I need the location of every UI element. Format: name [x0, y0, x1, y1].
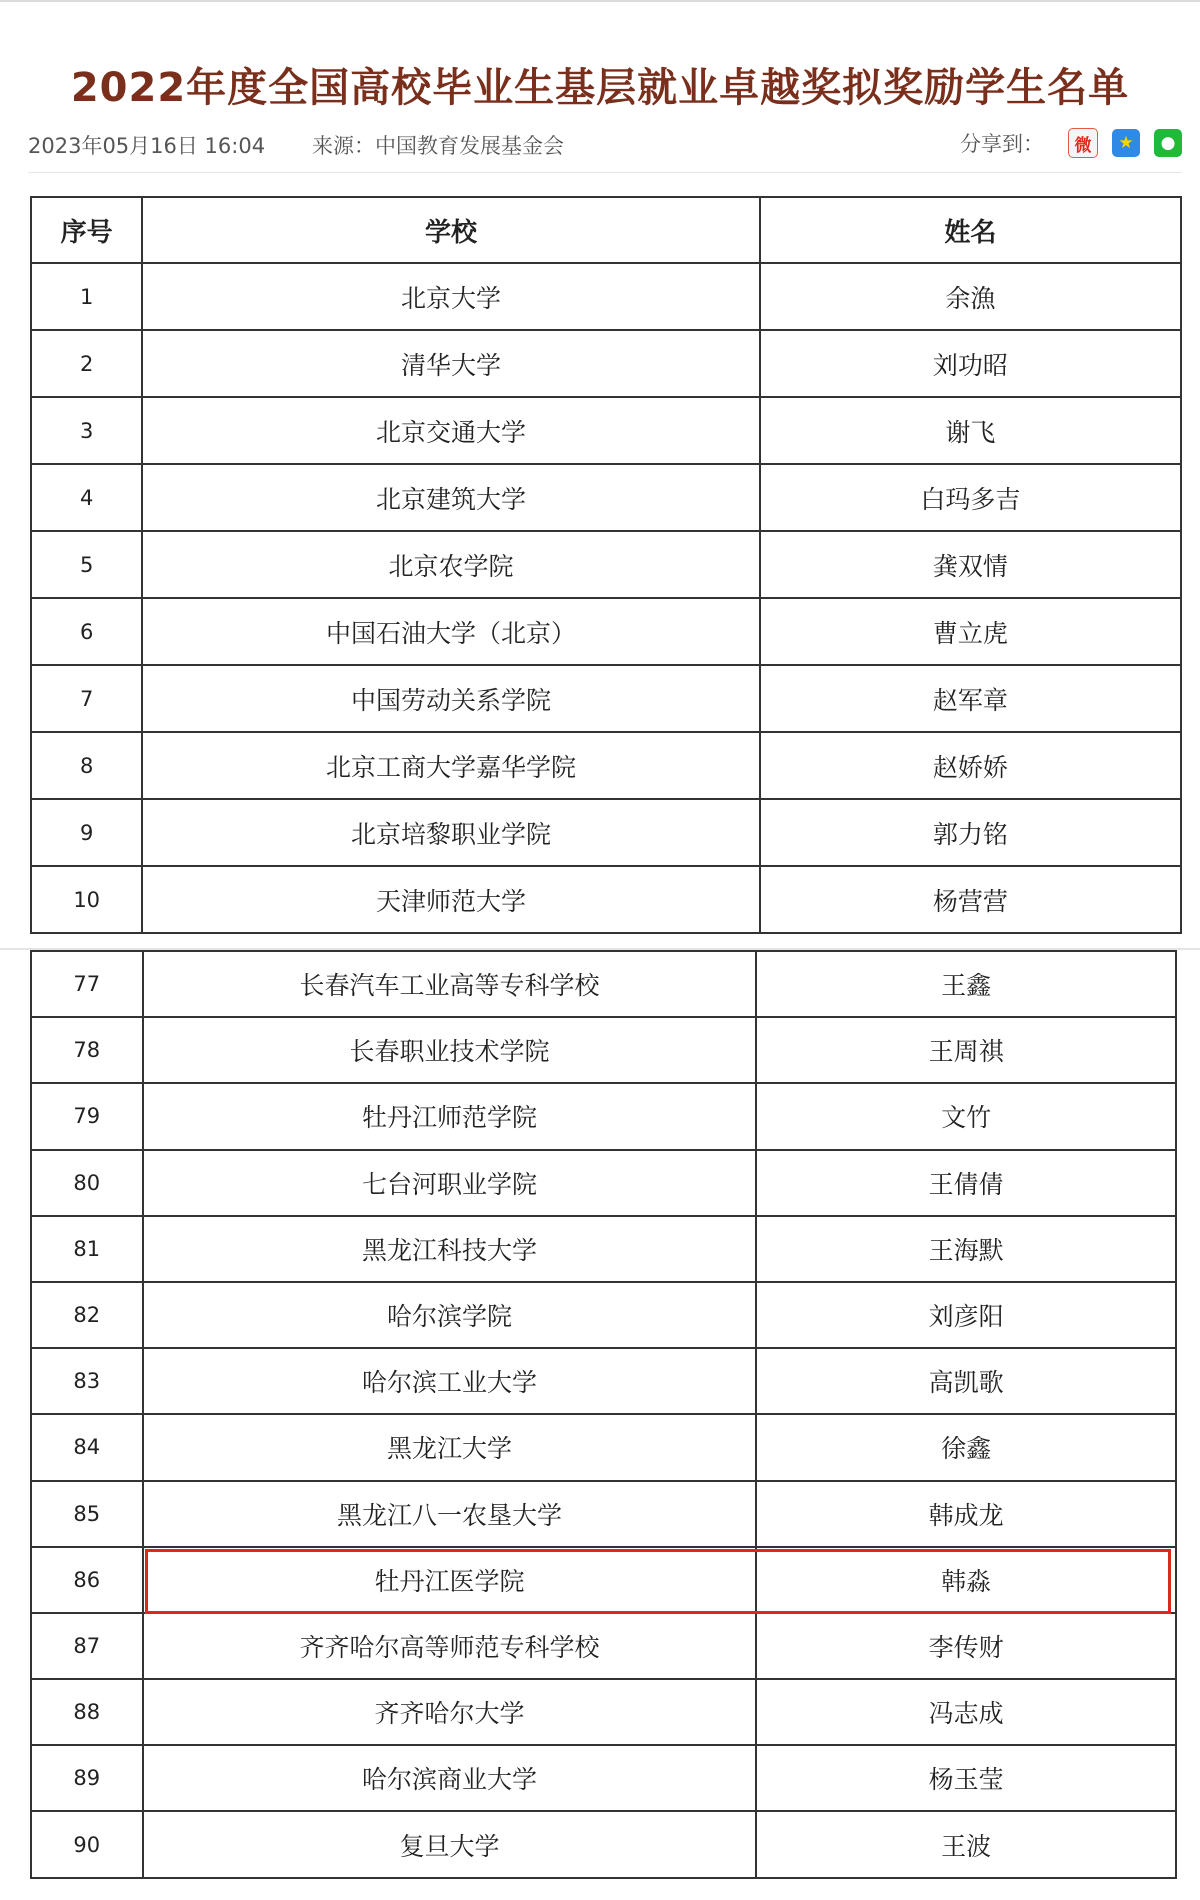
- weibo-icon[interactable]: 微: [1068, 128, 1098, 158]
- cell-name: 文竹: [756, 1083, 1176, 1149]
- cell-name: 曹立虎: [760, 598, 1181, 665]
- cell-school: 黑龙江大学: [143, 1414, 757, 1480]
- cell-name: 王鑫: [756, 951, 1176, 1017]
- cell-name: 赵娇娇: [760, 732, 1181, 799]
- cell-school: 清华大学: [142, 330, 759, 397]
- cell-name: 冯志成: [756, 1679, 1176, 1745]
- cell-index: 1: [31, 263, 142, 330]
- cell-name: 李传财: [756, 1613, 1176, 1679]
- cell-school: 齐齐哈尔高等师范专科学校: [143, 1613, 757, 1679]
- cell-index: 89: [31, 1745, 143, 1811]
- cell-school: 中国劳动关系学院: [142, 665, 759, 732]
- cell-name: 王周祺: [756, 1017, 1176, 1083]
- cell-index: 84: [31, 1414, 143, 1480]
- cell-index: 79: [31, 1083, 143, 1149]
- table-row: [31, 1216, 1176, 1282]
- award-list-table-part2: [30, 950, 1177, 1879]
- cell-school: 复旦大学: [143, 1811, 757, 1877]
- cell-name: 刘彦阳: [756, 1282, 1176, 1348]
- cell-index: 81: [31, 1216, 143, 1282]
- table-row: [31, 1414, 1176, 1480]
- cell-name: 刘功昭: [760, 330, 1181, 397]
- cell-school: 北京大学: [142, 263, 759, 330]
- table-header-row: [31, 197, 1181, 263]
- page-title: 2022年度全国高校毕业生基层就业卓越奖拟奖励学生名单: [70, 65, 1130, 111]
- cell-school: 黑龙江科技大学: [143, 1216, 757, 1282]
- table-row: [31, 531, 1181, 598]
- table-row: [31, 464, 1181, 531]
- share-label: 分享到：: [960, 132, 1044, 156]
- table-row: [31, 1811, 1176, 1877]
- award-list-table-part1: [30, 196, 1182, 934]
- cell-name: 韩淼: [756, 1547, 1176, 1613]
- cell-school: 黑龙江八一农垦大学: [143, 1481, 757, 1547]
- share-bar: [960, 128, 1182, 158]
- cell-name: 赵军章: [760, 665, 1181, 732]
- cell-index: 5: [31, 531, 142, 598]
- cell-index: 8: [31, 732, 142, 799]
- cell-name: 徐鑫: [756, 1414, 1176, 1480]
- cell-name: 韩成龙: [756, 1481, 1176, 1547]
- table-row: [31, 799, 1181, 866]
- cell-school: 牡丹江师范学院: [143, 1083, 757, 1149]
- qzone-icon[interactable]: ★: [1112, 129, 1140, 157]
- cell-name: 白玛多吉: [760, 464, 1181, 531]
- cell-index: 87: [31, 1613, 143, 1679]
- cell-name: 杨玉莹: [756, 1745, 1176, 1811]
- table-row: [31, 1017, 1176, 1083]
- cell-index: 90: [31, 1811, 143, 1877]
- table-row: [31, 665, 1181, 732]
- cell-index: 80: [31, 1150, 143, 1216]
- table-row: [31, 1282, 1176, 1348]
- table-row: [31, 1481, 1176, 1547]
- table-row: [31, 1348, 1176, 1414]
- cell-index: 9: [31, 799, 142, 866]
- cell-index: 78: [31, 1017, 143, 1083]
- cell-name: 王波: [756, 1811, 1176, 1877]
- meta-divider: [28, 172, 1182, 173]
- wechat-icon[interactable]: ●: [1154, 129, 1182, 157]
- table-row: [31, 951, 1176, 1017]
- cell-name: 龚双情: [760, 531, 1181, 598]
- cell-name: 郭力铭: [760, 799, 1181, 866]
- cell-index: 10: [31, 866, 142, 933]
- table-row: [31, 1547, 1176, 1613]
- table-row: [31, 598, 1181, 665]
- cell-name: 谢飞: [760, 397, 1181, 464]
- table-row: [31, 866, 1181, 933]
- publish-date: 2023年05月16日 16:04: [28, 134, 266, 158]
- table-row: [31, 1745, 1176, 1811]
- cell-name: 王倩倩: [756, 1150, 1176, 1216]
- cell-school: 北京农学院: [142, 531, 759, 598]
- cell-school: 中国石油大学（北京）: [142, 598, 759, 665]
- article-source: 来源：中国教育发展基金会: [312, 134, 564, 158]
- table-row: [31, 397, 1181, 464]
- cell-name: 杨营营: [760, 866, 1181, 933]
- cell-index: 86: [31, 1547, 143, 1613]
- cell-index: 85: [31, 1481, 143, 1547]
- header-school: 学校: [142, 197, 759, 263]
- top-border: [0, 0, 1200, 2]
- cell-school: 哈尔滨学院: [143, 1282, 757, 1348]
- table-row: [31, 1150, 1176, 1216]
- cell-index: 2: [31, 330, 142, 397]
- table-row: [31, 732, 1181, 799]
- cell-school: 长春职业技术学院: [143, 1017, 757, 1083]
- cell-school: 齐齐哈尔大学: [143, 1679, 757, 1745]
- table-row: [31, 263, 1181, 330]
- cell-index: 4: [31, 464, 142, 531]
- header-index: 序号: [31, 197, 142, 263]
- article-meta: [28, 130, 1182, 166]
- cell-school: 哈尔滨商业大学: [143, 1745, 757, 1811]
- cell-index: 83: [31, 1348, 143, 1414]
- header-name: 姓名: [760, 197, 1181, 263]
- cell-name: 高凯歌: [756, 1348, 1176, 1414]
- cell-index: 3: [31, 397, 142, 464]
- table-row: [31, 1083, 1176, 1149]
- table-row: [31, 1679, 1176, 1745]
- cell-school: 长春汽车工业高等专科学校: [143, 951, 757, 1017]
- cell-index: 77: [31, 951, 143, 1017]
- cell-school: 哈尔滨工业大学: [143, 1348, 757, 1414]
- cell-index: 82: [31, 1282, 143, 1348]
- cell-school: 七台河职业学院: [143, 1150, 757, 1216]
- table-row: [31, 1613, 1176, 1679]
- cell-name: 王海默: [756, 1216, 1176, 1282]
- cell-school: 北京建筑大学: [142, 464, 759, 531]
- cell-index: 7: [31, 665, 142, 732]
- cell-school: 天津师范大学: [142, 866, 759, 933]
- table-row: [31, 330, 1181, 397]
- cell-index: 6: [31, 598, 142, 665]
- cell-school: 牡丹江医学院: [143, 1547, 757, 1613]
- cell-school: 北京交通大学: [142, 397, 759, 464]
- cell-name: 余漁: [760, 263, 1181, 330]
- cell-school: 北京培黎职业学院: [142, 799, 759, 866]
- cell-index: 88: [31, 1679, 143, 1745]
- cell-school: 北京工商大学嘉华学院: [142, 732, 759, 799]
